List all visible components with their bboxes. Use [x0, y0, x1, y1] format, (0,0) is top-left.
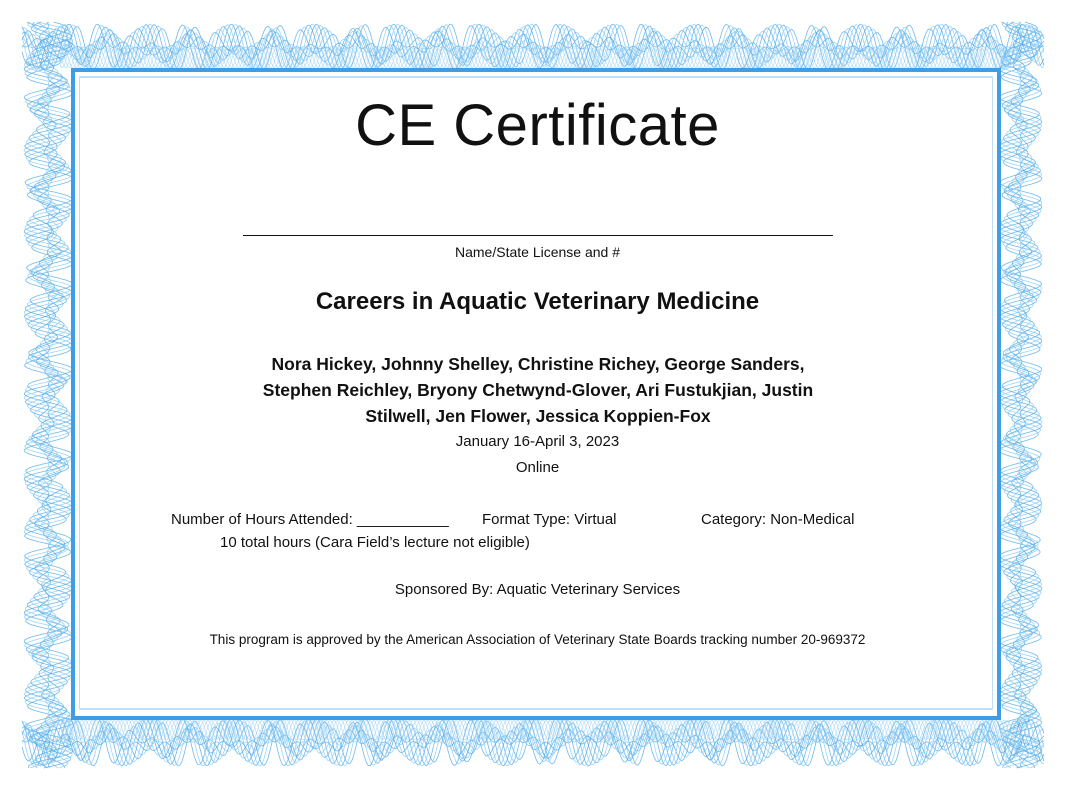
sponsor-line: Sponsored By: Aquatic Veterinary Services [394, 581, 681, 598]
program-location: Online [515, 459, 560, 476]
name-signature-line[interactable] [243, 235, 833, 236]
category: Category: Non-Medical [701, 511, 855, 528]
certificate-title: CE Certificate [355, 93, 720, 158]
course-title: Careers in Aquatic Veterinary Medicine [315, 288, 760, 315]
hours-attended-field[interactable]: Number of Hours Attended: ___________ [171, 511, 449, 528]
name-license-label: Name/State License and # [455, 244, 620, 260]
total-hours-note: 10 total hours (Cara Field’s lecture not eligible) [220, 534, 530, 551]
format-type: Format Type: Virtual [482, 511, 617, 528]
approval-statement: This program is approved by the American Association of Veterinary State Boards tracking number 20-969372 [209, 632, 866, 647]
speaker-list: Nora Hickey, Johnny Shelley, Christine Richey, George Sanders, Stephen Reichley, Bryony Chetwynd-Glover, Ari Fustukjian, Justin Stilwell, Jen Flower, Jessica Koppien-Fox [262, 354, 814, 426]
program-dates: January 16-April 3, 2023 [455, 433, 620, 450]
